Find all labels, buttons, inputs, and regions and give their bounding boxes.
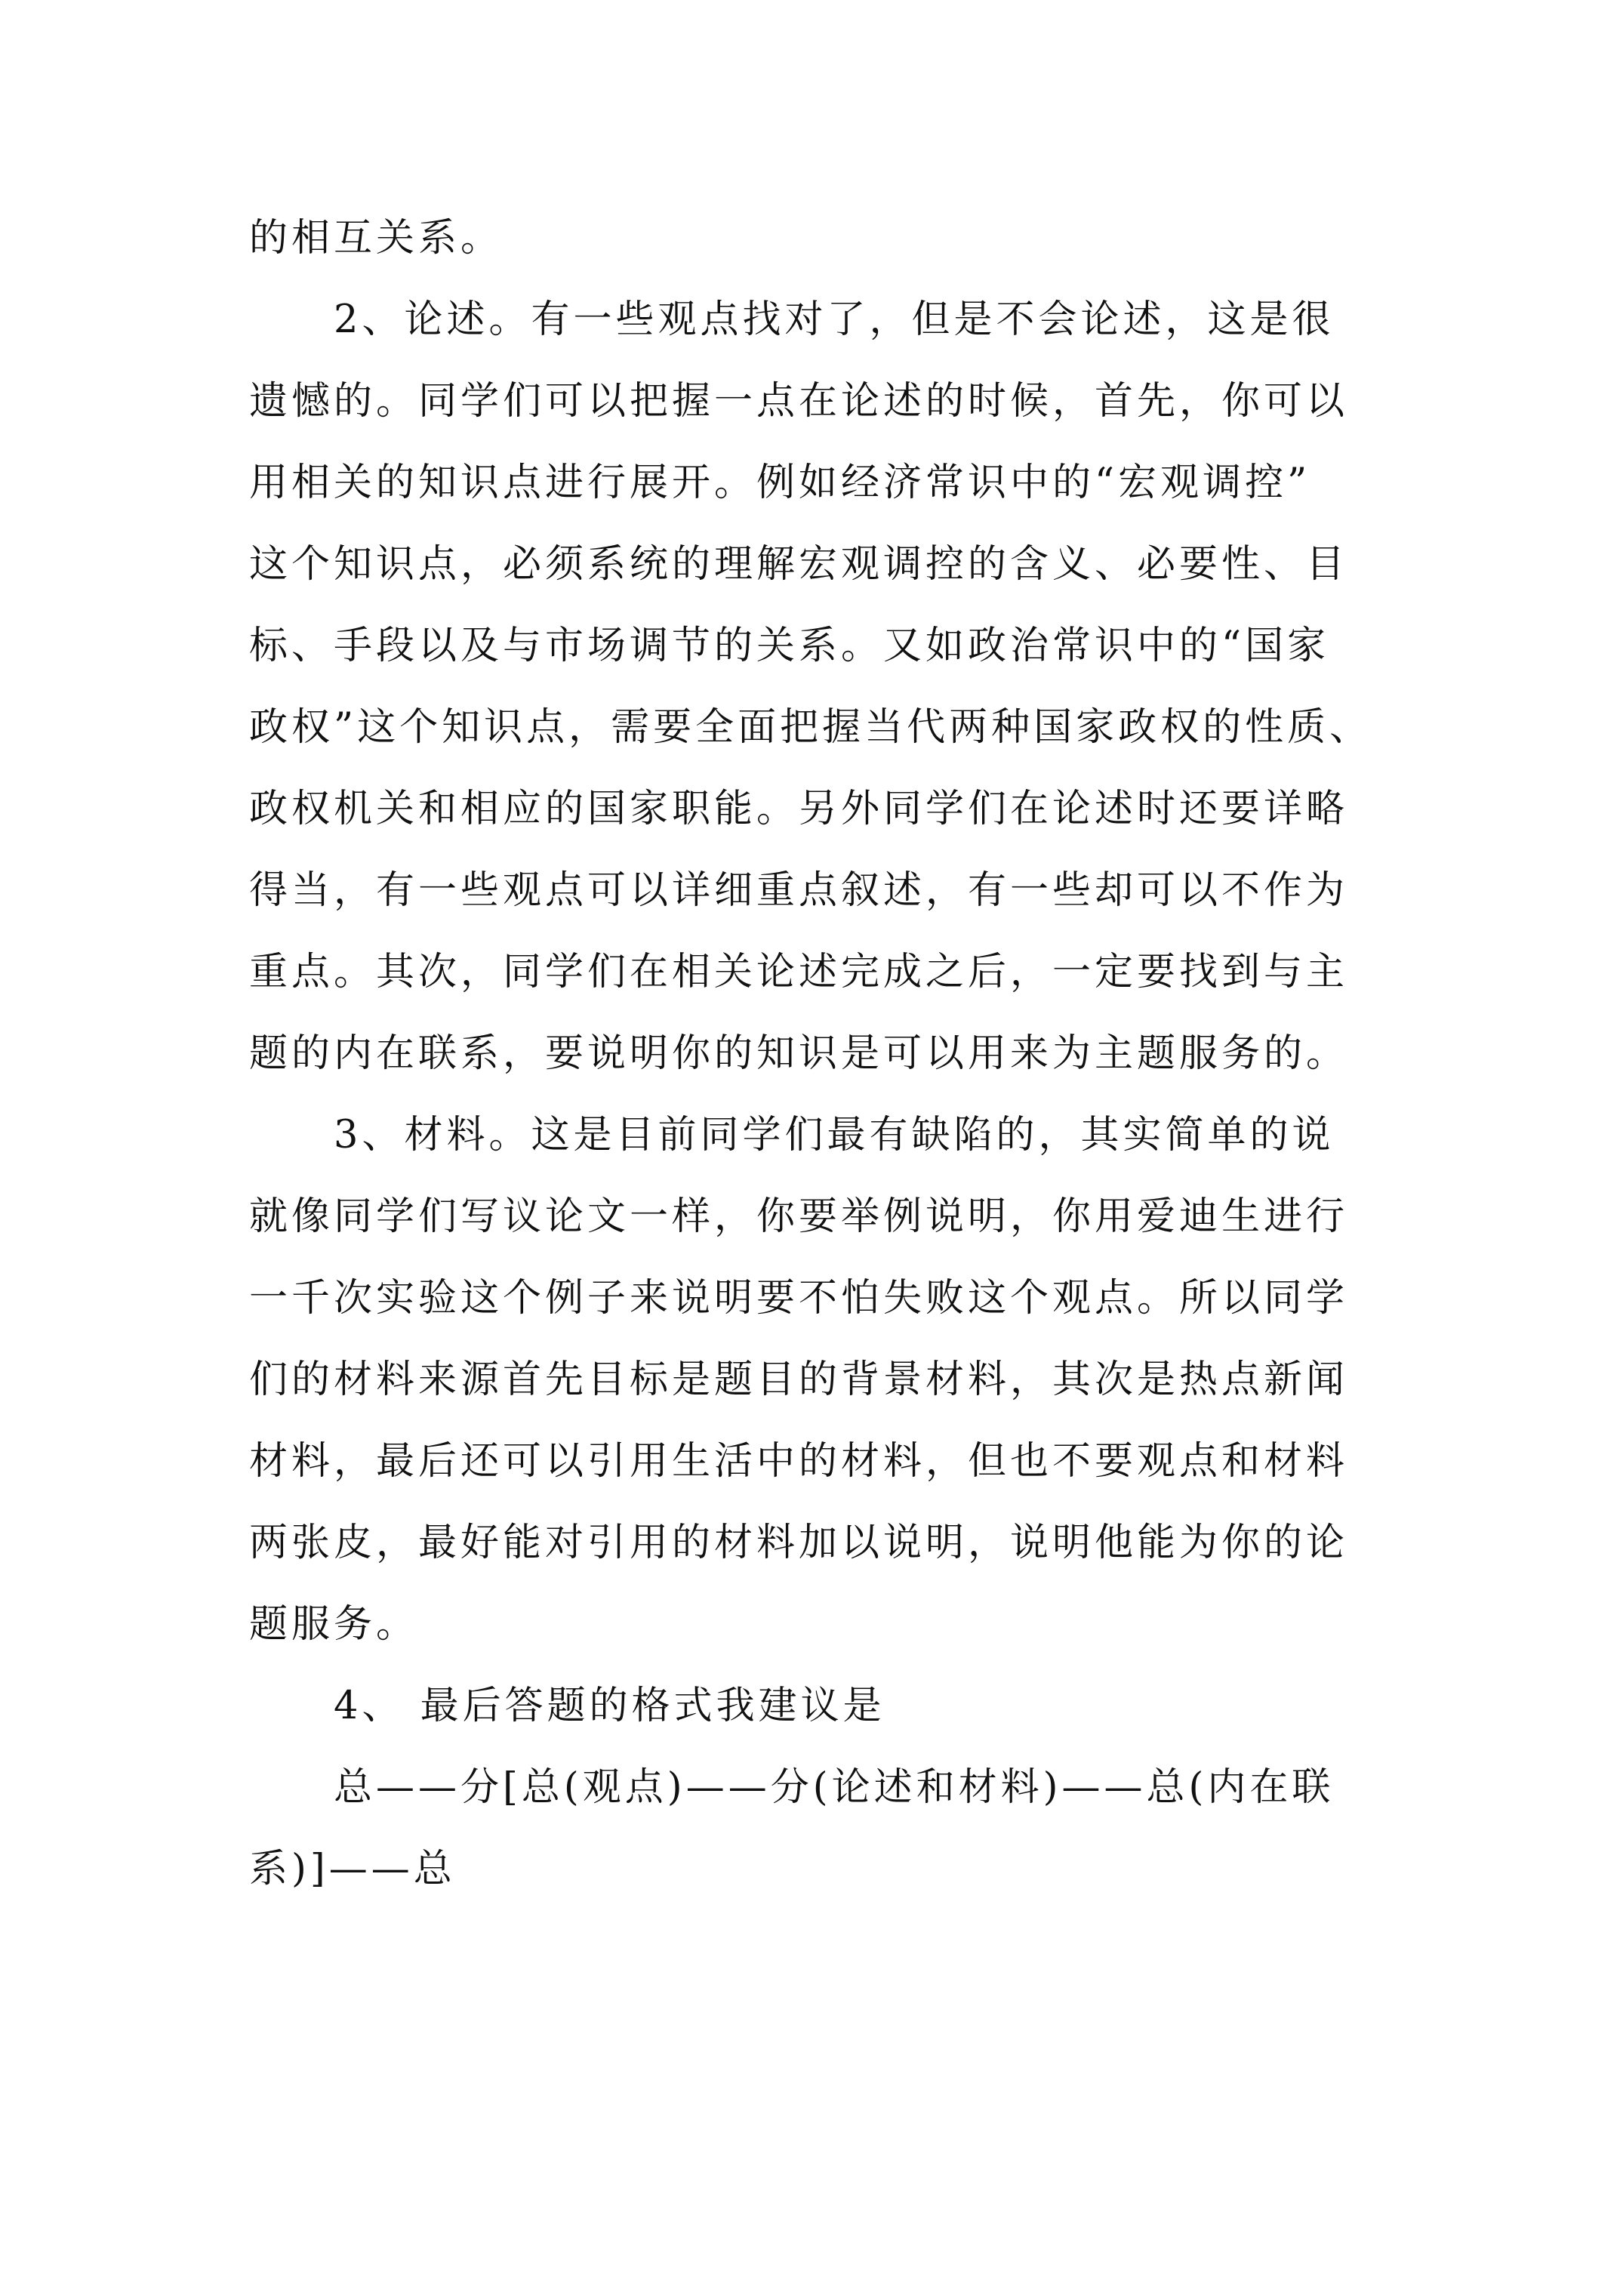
text-line: 一千次实验这个例子来说明要不怕失败这个观点。所以同学 bbox=[249, 1276, 1349, 1321]
text-line: 题服务。 bbox=[249, 1602, 419, 1647]
text-line: 两张皮，最好能对引用的材料加以说明，说明他能为你的论 bbox=[249, 1521, 1349, 1565]
document-body bbox=[249, 198, 1381, 1910]
text-line: 材料，最后还可以引用生活中的材料，但也不要观点和材料 bbox=[249, 1439, 1349, 1484]
text-line: 们的材料来源首先目标是题目的背景材料，其次是热点新闻 bbox=[249, 1358, 1349, 1402]
text-line: 标、手段以及与市场调节的关系。又如政治常识中的“国家 bbox=[249, 624, 1330, 668]
paragraph-argumentation bbox=[249, 279, 1381, 1095]
text-line: 遗憾的。同学们可以把握一点在论述的时候，首先，你可以 bbox=[249, 379, 1349, 424]
text-line: 4、 最后答题的格式我建议是 bbox=[334, 1684, 885, 1728]
text-line: 题的内在联系，要说明你的知识是可以用来为主题服务的。 bbox=[249, 1031, 1349, 1076]
paragraph-materials bbox=[249, 1095, 1381, 1666]
text-line: 得当，有一些观点可以详细重点叙述，有一些却可以不作为 bbox=[249, 868, 1349, 913]
paragraph-relationship-end bbox=[249, 198, 1381, 279]
paragraph-format-structure bbox=[249, 1747, 1381, 1910]
text-line: 这个知识点，必须系统的理解宏观调控的含义、必要性、目 bbox=[249, 542, 1349, 587]
text-line: 政权”这个知识点，需要全面把握当代两种国家政权的性质、 bbox=[249, 705, 1372, 750]
text-line: 总——分[总(观点)——分(论述和材料)——总(内在联 bbox=[334, 1765, 1335, 1810]
text-line: 用相关的知识点进行展开。例如经济常识中的“宏观调控” bbox=[249, 461, 1311, 505]
text-line: 系)]——总 bbox=[249, 1847, 456, 1891]
text-line: 就像同学们写议论文一样，你要举例说明，你用爱迪生进行 bbox=[249, 1194, 1349, 1239]
text-line: 政权机关和相应的国家职能。另外同学们在论述时还要详略 bbox=[249, 787, 1349, 831]
text-line: 3、材料。这是目前同学们最有缺陷的，其实简单的说 bbox=[334, 1113, 1335, 1157]
text-line: 2、论述。有一些观点找对了，但是不会论述，这是很 bbox=[334, 297, 1335, 342]
text-line: 的相互关系。 bbox=[249, 216, 504, 260]
text-line: 重点。其次，同学们在相关论述完成之后，一定要找到与主 bbox=[249, 950, 1349, 994]
paragraph-answer-format bbox=[249, 1666, 1381, 1747]
